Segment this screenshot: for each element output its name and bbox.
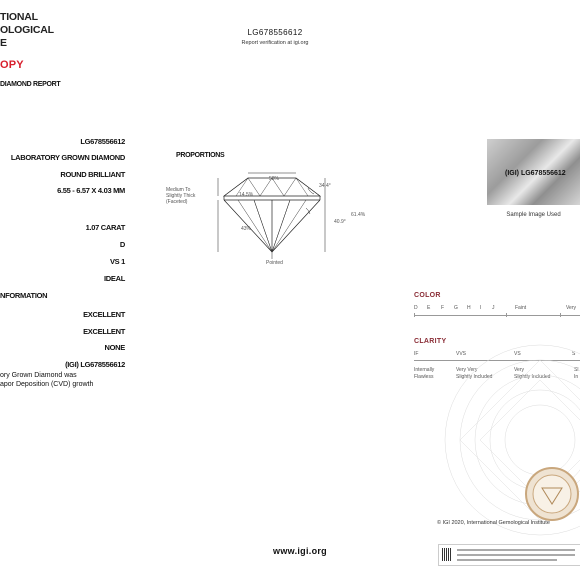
report-number-top: LG678556612	[247, 28, 303, 37]
color-grade-j: J	[492, 305, 495, 311]
polish-value: EXCELLENT	[83, 310, 125, 319]
comment-line1: ory Grown Diamond was	[0, 372, 77, 379]
culet-description: Pointed	[266, 260, 283, 266]
pavilion-angle: 40.9°	[334, 219, 346, 225]
clarity-scale-title: CLARITY	[414, 338, 447, 345]
pavilion-depth: 43%	[241, 226, 252, 232]
clarity-grade-s: S	[572, 351, 576, 357]
grading-measurements: 6.55 - 6.57 X 4.03 MM	[57, 186, 125, 195]
color-grade-f: F	[441, 305, 445, 311]
clarity-grade-vvs: VVS	[456, 351, 467, 357]
diamond-sample-image	[487, 139, 580, 205]
symmetry-value: EXCELLENT	[83, 327, 125, 336]
color-grade-d: D	[414, 305, 418, 311]
grading-color: D	[119, 240, 125, 249]
microtext-line	[457, 549, 575, 551]
grading-description: LABORATORY GROWN DIAMOND	[10, 153, 125, 162]
color-tick	[560, 313, 561, 317]
fluorescence-value: NONE	[104, 343, 125, 352]
clarity-desc-3b: Slightly Included	[514, 374, 551, 380]
org-name-line2: OLOGICAL	[0, 24, 54, 36]
additional-info-heading: NFORMATION	[0, 291, 48, 300]
clarity-desc-2a: Very Very	[456, 367, 478, 373]
copy-label: OPY	[0, 59, 24, 71]
microtext-line	[457, 554, 575, 556]
clarity-grade-vs: VS	[514, 351, 521, 357]
crown-height: 14.5%	[239, 192, 254, 198]
clarity-desc-4b: In	[574, 374, 579, 380]
grading-clarity: VS 1	[109, 257, 125, 266]
inscription-value: (IGI) LG678556612	[65, 360, 125, 369]
color-tick	[414, 313, 415, 317]
report-title: DIAMOND REPORT	[0, 81, 61, 88]
grading-cut: IDEAL	[103, 274, 125, 283]
clarity-desc-1b: Flawless	[414, 374, 434, 380]
color-very-label: Very	[566, 305, 577, 311]
clarity-desc-1a: Internally	[414, 367, 435, 373]
microtext-line	[457, 559, 557, 561]
copyright-note: © IGI 2020, International Gemological Institute	[437, 520, 550, 526]
girdle-description: Medium To Slightly Thick (Faceted)	[166, 187, 196, 205]
security-strip	[438, 544, 580, 566]
clarity-desc-2b: Slightly Included	[456, 374, 493, 380]
proportions-title: PROPORTIONS	[176, 152, 225, 159]
total-depth: 61.4%	[351, 212, 366, 218]
color-grade-g: G	[454, 305, 458, 311]
verification-note: Report verification at igi.org	[241, 40, 309, 46]
table-percent: 58%	[269, 176, 280, 182]
grading-shape: ROUND BRILLIANT	[60, 170, 125, 179]
igi-seal	[516, 466, 580, 522]
barcode-icon	[442, 548, 452, 561]
clarity-desc-3a: Very	[514, 367, 525, 373]
color-scale-rule	[414, 315, 580, 316]
color-scale-title: COLOR	[414, 292, 441, 299]
crown-angle: 34.4°	[319, 183, 331, 189]
color-faint-label: Faint	[515, 305, 527, 311]
website-link[interactable]: www.igi.org	[273, 546, 327, 556]
sample-image-caption: Sample Image Used	[506, 212, 561, 218]
color-grade-h: H	[467, 305, 471, 311]
grading-report-number: LG678556612	[80, 137, 125, 146]
image-inscription: (IGI) LG678556612	[505, 170, 566, 177]
grading-carat: 1.07 CARAT	[85, 223, 125, 232]
clarity-desc-4a: Sl	[574, 367, 579, 373]
clarity-grade-if: IF	[414, 351, 419, 357]
color-grade-e: E	[427, 305, 431, 311]
color-tick	[506, 313, 507, 317]
comment-line2: apor Deposition (CVD) growth	[0, 381, 94, 388]
org-name-line1: TIONAL	[0, 11, 38, 23]
color-grade-i: I	[480, 305, 482, 311]
org-name-line3: E	[0, 37, 7, 49]
